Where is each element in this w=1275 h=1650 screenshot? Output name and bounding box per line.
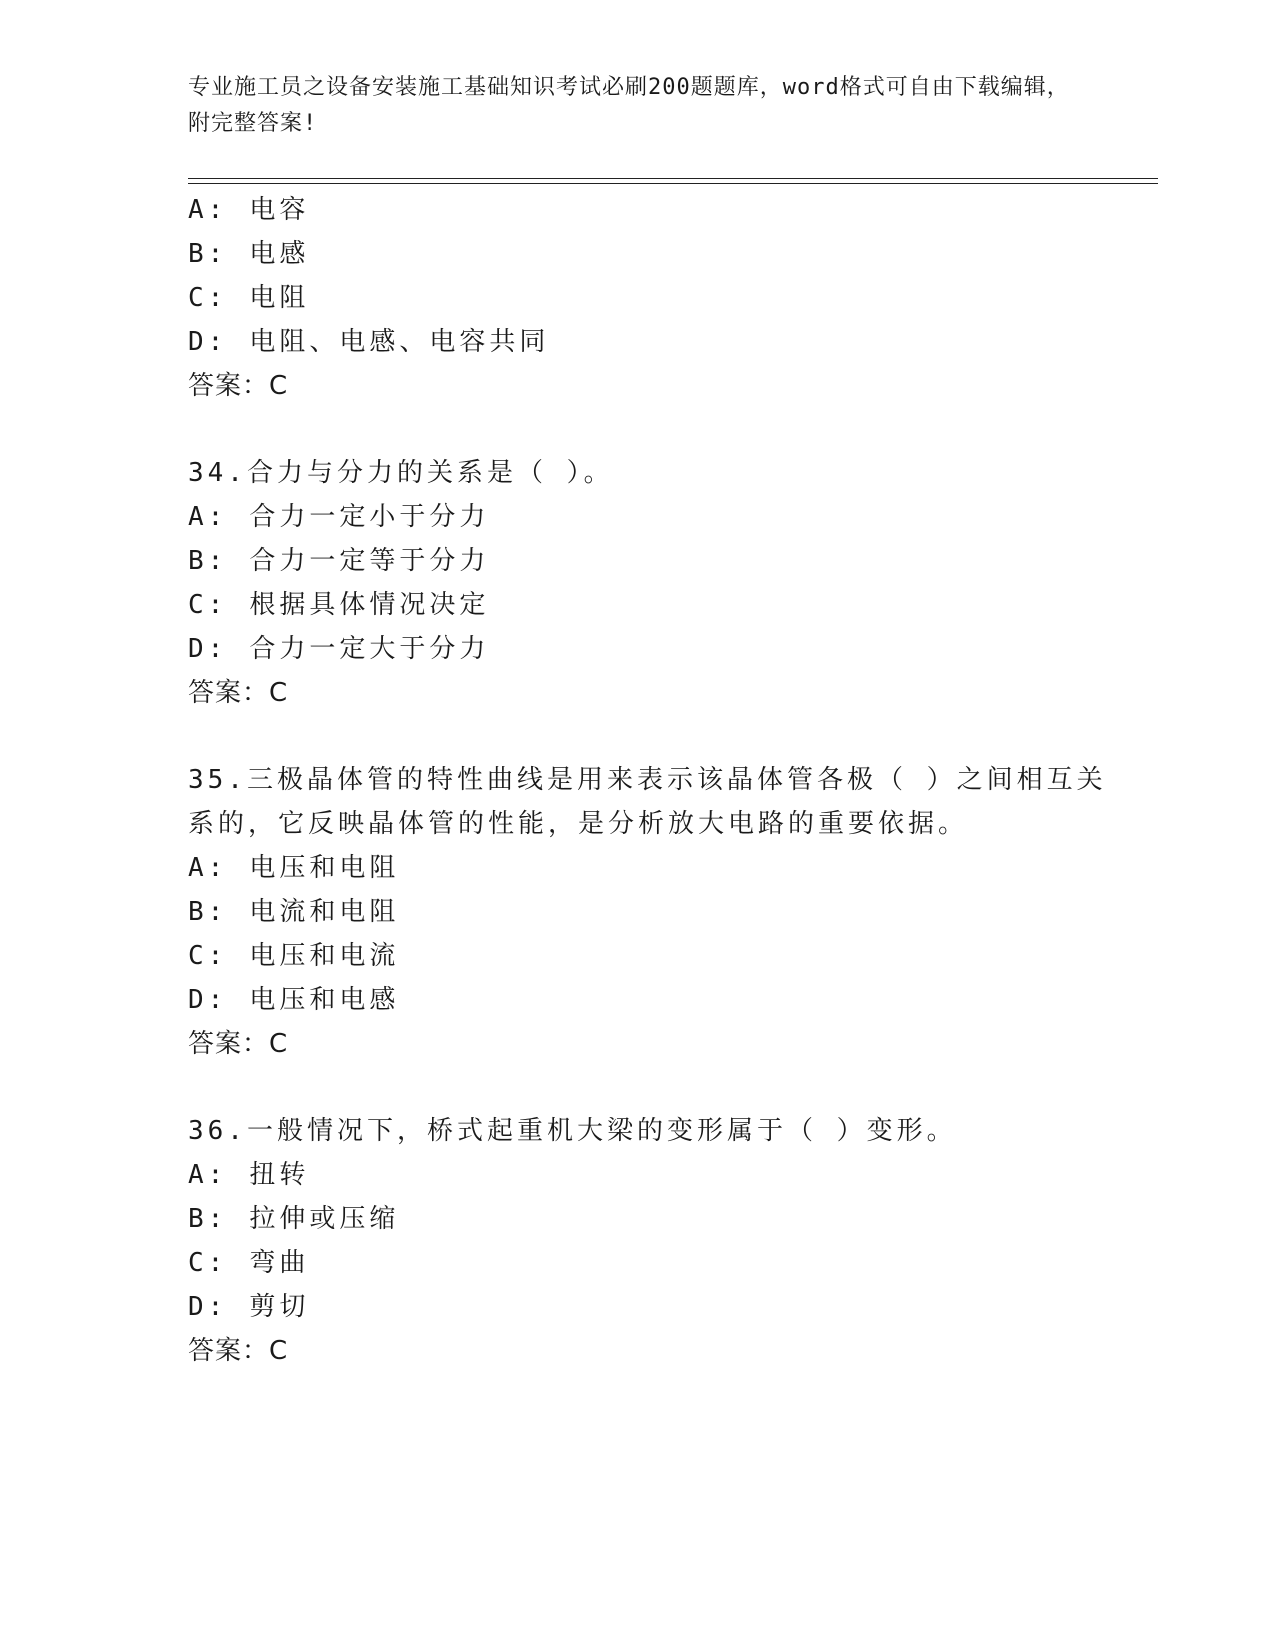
document-title: 专业施工员之设备安装施工基础知识考试必刷200题题库，word格式可自由下载编辑，附完整答案! [188,75,1070,136]
question-number: 34. [188,458,247,488]
option-text: 合力一定等于分力 [249,546,490,576]
option-letter: A: [188,853,228,883]
option-letter: C: [188,941,228,971]
header-rule-top [188,178,1158,179]
option-text: 扭转 [249,1160,310,1190]
option-letter: D: [188,985,228,1015]
question-text: 三极晶体管的特性曲线是用来表示该晶体管各极（ ）之间相互关 [246,765,1107,795]
question-stem [188,1113,957,1149]
question-text: 一般情况下，桥式起重机大梁的变形属于（ ）变形。 [246,1116,957,1146]
answer-line [188,675,288,711]
question-text: 系的，它反映晶体管的性能，是分析放大电路的重要依据。 [188,809,969,839]
option-a [188,499,489,535]
option-letter: B: [188,546,228,576]
question-text: 合力与分力的关系是（ ）。 [246,458,614,488]
question-stem-continued [188,806,968,842]
option-letter: C: [188,283,228,313]
option-text: 电阻 [249,283,310,313]
answer-value: C [269,1336,289,1366]
option-letter: B: [188,1204,228,1234]
answer-value: C [269,678,289,708]
header-rule-bottom [188,183,1158,184]
option-letter: D: [188,327,228,357]
answer-line [188,368,288,404]
option-text: 电阻、电感、电容共同 [249,327,550,357]
answer-value: C [269,1029,289,1059]
answer-label: 答案： [188,371,270,401]
option-c [188,938,399,974]
option-letter: A: [188,195,228,225]
option-text: 弯曲 [249,1248,310,1278]
option-text: 电压和电阻 [249,853,400,883]
option-c [188,1245,309,1281]
answer-line [188,1333,288,1369]
option-text: 根据具体情况决定 [249,590,490,620]
option-letter: D: [188,1292,228,1322]
option-letter: A: [188,502,228,532]
option-text: 拉伸或压缩 [249,1204,400,1234]
option-letter: A: [188,1160,228,1190]
option-text: 合力一定小于分力 [249,502,490,532]
answer-label: 答案： [188,1029,270,1059]
option-d [188,631,489,667]
option-b [188,236,309,272]
answer-line [188,1026,288,1062]
option-c [188,587,489,623]
option-b [188,894,399,930]
question-number: 36. [188,1116,247,1146]
option-text: 电流和电阻 [249,897,400,927]
answer-value: C [269,371,289,401]
option-letter: D: [188,634,228,664]
option-b [188,543,489,579]
option-a [188,1157,309,1193]
answer-label: 答案： [188,1336,270,1366]
option-letter: B: [188,897,228,927]
option-text: 剪切 [249,1292,310,1322]
option-b [188,1201,399,1237]
answer-label: 答案： [188,678,270,708]
option-text: 电压和电流 [249,941,400,971]
option-letter: C: [188,590,228,620]
option-a [188,192,309,228]
option-text: 电感 [249,239,310,269]
option-d [188,982,399,1018]
option-letter: B: [188,239,228,269]
option-text: 电压和电感 [249,985,400,1015]
question-stem [188,762,1107,798]
option-c [188,280,309,316]
option-letter: C: [188,1248,228,1278]
question-stem [188,455,614,491]
option-text: 电容 [249,195,310,225]
option-text: 合力一定大于分力 [249,634,490,664]
option-d [188,1289,309,1325]
option-d [188,324,549,360]
option-a [188,850,399,886]
question-number: 35. [188,765,247,795]
